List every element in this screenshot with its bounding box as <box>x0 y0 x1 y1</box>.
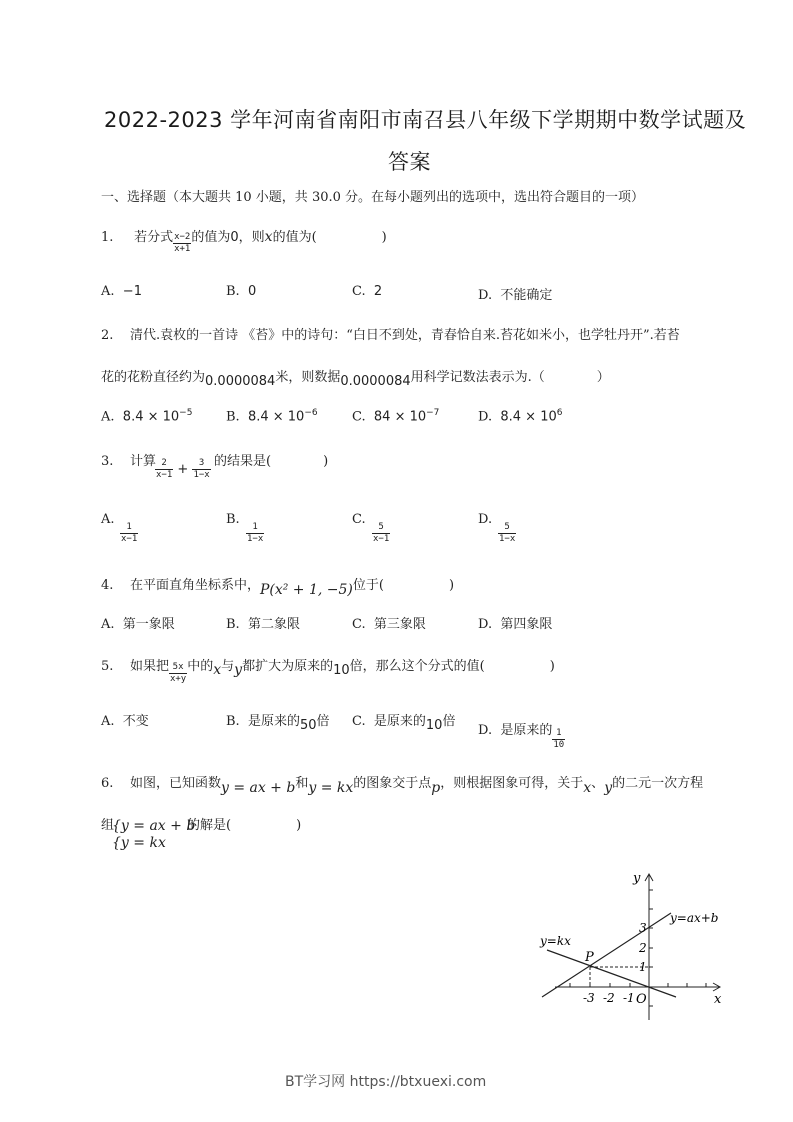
x-tick-label: -2 <box>603 991 615 1005</box>
option-a-fraction[interactable]: $\frac{1}{x-1}$ <box>121 522 138 544</box>
y-tick-label: 1 <box>639 960 647 974</box>
option-b[interactable]: B. $8.4 \times 10^{-6}$ <box>226 408 318 425</box>
option-a[interactable]: A. 第一象限 <box>101 617 175 632</box>
function-graph-figure <box>525 860 735 1030</box>
x-tick-label: -3 <box>583 991 595 1005</box>
y-axis-label: y <box>633 871 641 886</box>
option-c[interactable]: C. 第三象限 <box>352 617 426 632</box>
question-2: 2. 清代.袁枚的一首诗 《苔》中的诗句：“白日不到处，青春恰自来.苔花如米小，也学牡丹开”.若苔 <box>101 328 680 343</box>
option-d[interactable]: D. 不能确定 <box>478 288 553 303</box>
origin-label: O <box>636 992 647 1007</box>
option-c[interactable]: C. 2 <box>352 284 383 299</box>
question-1: 1. 若分式 $\frac{x-2}{x+1}$ 的值为0，则x的值为( ) <box>101 229 387 254</box>
y-tick-label: 3 <box>639 921 647 935</box>
option-c[interactable]: C. $84 \times 10^{-7}$ <box>352 408 440 425</box>
option-a[interactable]: A. 不变 <box>101 714 149 729</box>
option-d[interactable]: D. 第四象限 <box>478 617 553 632</box>
question-3-suffix: 的结果是( ) <box>214 454 329 469</box>
point-p-label: P <box>585 950 594 965</box>
question-6: 6. 如图，已知函数y = ax + b和y = kx的图象交于点p，则根据图象可得，关于x、y的二元一次方程 <box>101 776 704 796</box>
option-c[interactable]: C. 是原来的10倍 <box>352 714 456 733</box>
question-6-line2: 组 <box>101 818 115 833</box>
option-d[interactable]: D. 是原来的 $\frac{1}{10}$ <box>478 723 565 750</box>
x-axis-label: x <box>714 992 722 1007</box>
option-b[interactable]: B. 第二象限 <box>226 617 300 632</box>
option-c[interactable]: C. <box>352 512 366 527</box>
option-d[interactable]: D. $8.4 \times 10^6$ <box>478 408 563 425</box>
option-b-fraction[interactable]: $\frac{1}{1-x}$ <box>247 522 264 544</box>
section-heading: 一、选择题（本大题共 10 小题，共 30.0 分。在每小题列出的选项中，选出符合题目的一项） <box>101 190 645 205</box>
line-y-kx <box>547 950 676 997</box>
option-a[interactable]: A. −1 <box>101 284 142 299</box>
line2-label: y=kx <box>540 934 571 948</box>
document-title-line1: 2022-2023 学年河南省南阳市南召县八年级下学期期中数学试题及 <box>104 108 747 132</box>
question-6-suffix: 的解是( ) <box>187 818 302 833</box>
option-b[interactable]: B. 是原来的50倍 <box>226 714 330 733</box>
footer-watermark[interactable]: BT学习网 https://btxuexi.com <box>285 1074 487 1090</box>
question-3-expression: $\frac{2}{x-1}$ + $\frac{3}{1-x}$ <box>156 458 210 480</box>
equation-system: {y = ax + b {y = kx <box>112 818 196 851</box>
document-title-line2: 答案 <box>388 150 431 174</box>
x-tick-label: -1 <box>623 991 635 1005</box>
y-tick-label: 2 <box>639 941 647 955</box>
question-number: 1. <box>101 230 114 245</box>
option-d[interactable]: D. <box>478 512 493 527</box>
question-5: 5. 如果把 $\frac{5x}{x+y}$ 中的x与y都扩大为原来的10倍，那么这个分式的值( ) <box>101 659 555 684</box>
question-4: 4. 在平面直角坐标系中，P(x² + 1, −5)位于( ) <box>101 578 455 598</box>
option-d-fraction[interactable]: $\frac{5}{1-x}$ <box>499 522 516 544</box>
question-2-line2: 花的花粉直径约为0.0000084米，则数据0.0000084用科学记数法表示为.（ ） <box>101 370 610 389</box>
fraction: $\frac{x-2}{x+1}$ <box>174 232 191 254</box>
line1-label: y=ax+b <box>670 911 719 925</box>
option-b[interactable]: B. 0 <box>226 284 257 299</box>
option-c-fraction[interactable]: $\frac{5}{x-1}$ <box>373 522 390 544</box>
option-b[interactable]: B. <box>226 512 240 527</box>
option-a[interactable]: A. $8.4 \times 10^{-5}$ <box>101 408 193 425</box>
question-3: 3. 计算 <box>101 454 156 469</box>
option-a[interactable]: A. <box>101 512 115 527</box>
